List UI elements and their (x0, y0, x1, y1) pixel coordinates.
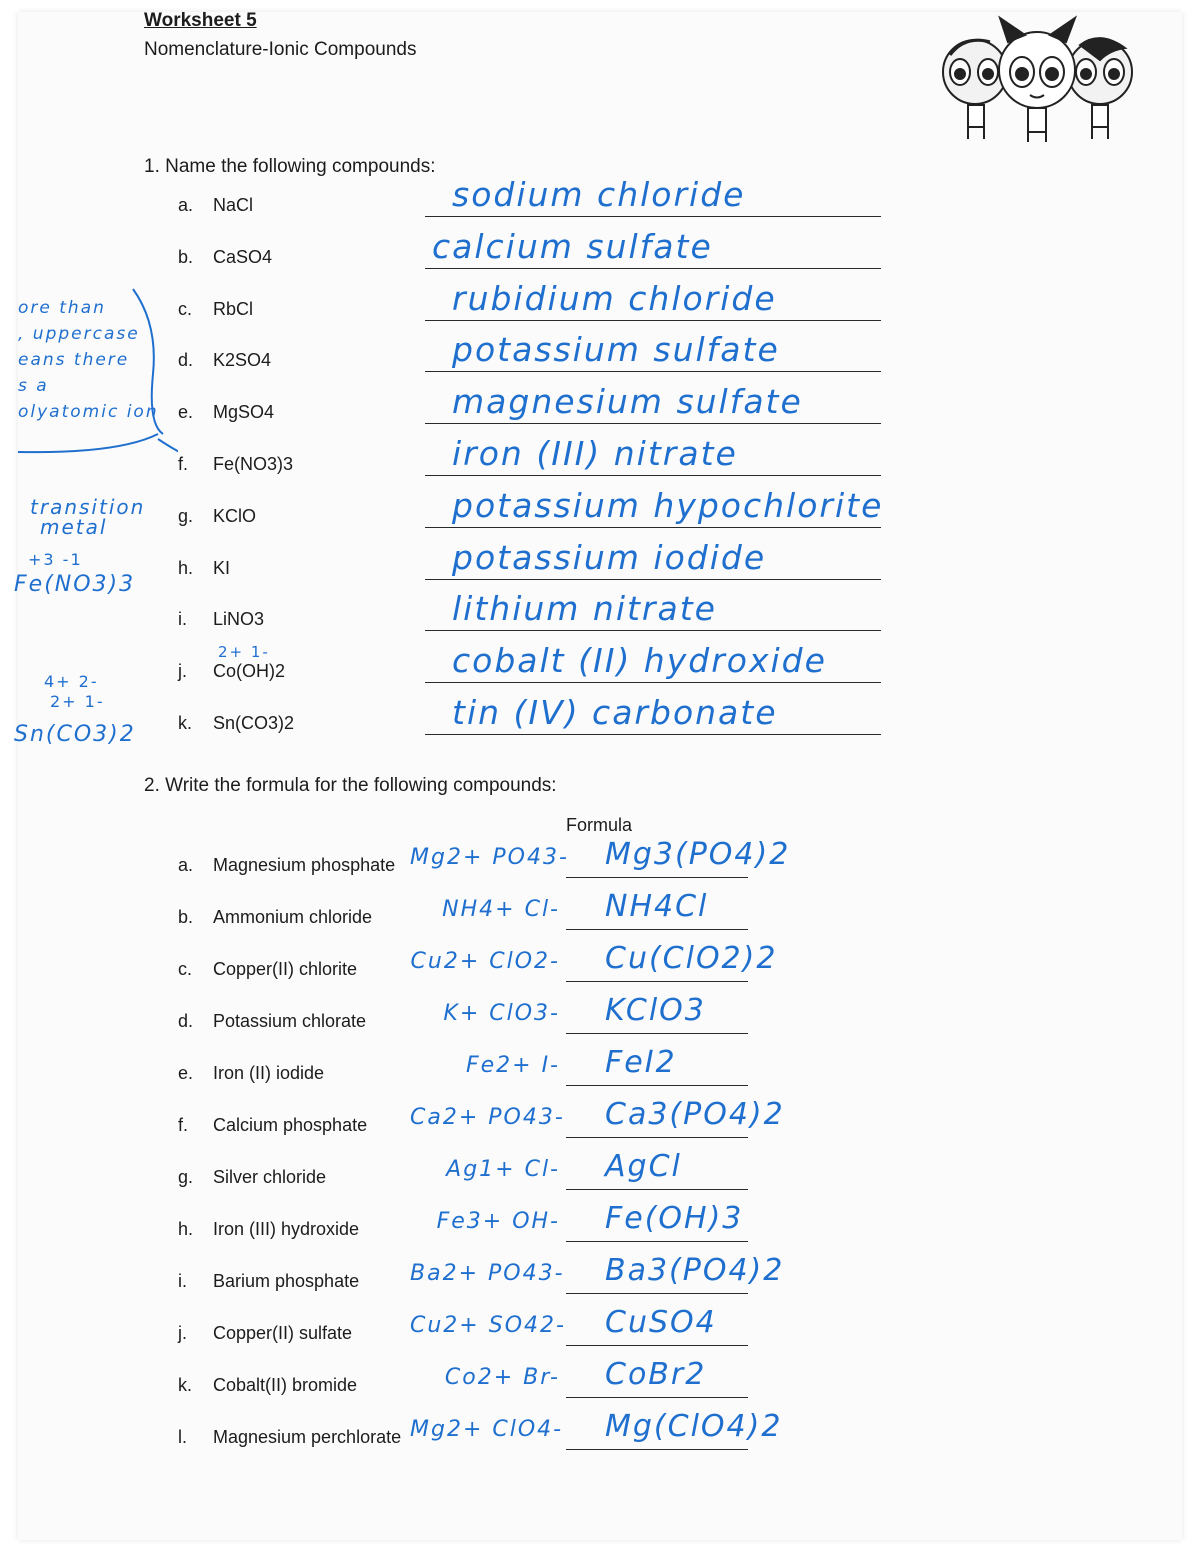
section1-compound: KClO (213, 505, 257, 526)
handwritten-ions: Fe2+ I- (465, 1053, 560, 1078)
answer-line (425, 734, 881, 735)
section2-compound-name: Magnesium perchlorate (213, 1427, 402, 1447)
section1-row-letter: i. (178, 609, 187, 630)
polyatomic-note: ore than , uppercase eans there s a olyatomic ion (18, 298, 159, 422)
answer-line (425, 320, 881, 321)
handwritten-answer: iron (III) nitrate (452, 434, 738, 473)
section1-row-letter: k. (178, 713, 193, 733)
handwritten-formula: Ba3(PO4)2 (605, 1253, 785, 1288)
handwritten-ions: Cu2+ ClO2- (410, 949, 560, 974)
handwritten-answer: lithium nitrate (452, 589, 717, 629)
section1-compound: RbCl (213, 298, 254, 319)
section2-compound-name: Iron (III) hydroxide (213, 1219, 360, 1239)
section1-compound: Fe(NO3)3 (213, 454, 294, 474)
section2-row-letter: d. (178, 1011, 194, 1031)
handwritten-ions: Co2+ Br- (444, 1365, 560, 1390)
handwritten-formula: KClO3 (605, 993, 706, 1028)
page-subtitle: Nomenclature-Ionic Compounds (144, 39, 417, 60)
formula-line (566, 929, 748, 930)
section1-compound: Co(OH)2 (213, 661, 286, 682)
section1-compound: LiNO3 (213, 609, 265, 630)
section2-compound-name: Cobalt(II) bromide (213, 1375, 358, 1395)
section1-row-letter: d. (178, 350, 194, 371)
section1-row-letter: c. (178, 298, 193, 319)
formula-line (566, 1293, 748, 1294)
section2-compound-name: Potassium chlorate (213, 1011, 367, 1031)
handwritten-answer: tin (IV) carbonate (452, 693, 778, 732)
handwritten-formula: AgCl (605, 1149, 682, 1184)
section1-compound: KI (213, 557, 231, 578)
section2-row-letter: f. (178, 1115, 189, 1135)
section2-row-letter: c. (178, 959, 193, 979)
sn-crisscross-work: Sn(CO3)2 (14, 722, 136, 747)
formula-line (566, 1345, 748, 1346)
formula-line (566, 1085, 748, 1086)
section2-compound-name: Copper(II) sulfate (213, 1323, 353, 1343)
section2-row-letter: k. (178, 1375, 193, 1395)
handwritten-formula: Fe(OH)3 (605, 1201, 744, 1236)
formula-line (566, 1241, 748, 1242)
handwritten-ions: NH4+ Cl- (442, 897, 560, 922)
answer-line (425, 630, 881, 631)
section1-row-letter: b. (178, 246, 194, 267)
answer-line (425, 475, 881, 476)
section2-compound-name: Barium phosphate (213, 1271, 360, 1291)
section1-row-letter: g. (178, 505, 194, 526)
handwritten-answer: cobalt (II) hydroxide (452, 641, 827, 681)
answer-line (425, 579, 881, 580)
handwritten-formula: Cu(ClO2)2 (605, 941, 778, 976)
section1-heading: 1. Name the following compounds: (144, 156, 436, 177)
handwritten-ions: Mg2+ ClO4- (410, 1417, 564, 1442)
section2-compound-name: Silver chloride (213, 1167, 327, 1187)
powerpuff-girls-logo (930, 10, 1145, 145)
section1-row-letter: e. (178, 402, 194, 423)
handwritten-formula: CuSO4 (605, 1305, 717, 1340)
handwritten-answer: potassium hypochlorite (452, 485, 884, 525)
section1-compound: K2SO4 (213, 350, 272, 371)
handwritten-answer: calcium sulfate (432, 226, 713, 266)
formula-line (566, 1033, 748, 1034)
section1-row-letter: h. (178, 557, 194, 578)
section2-row-letter: i. (178, 1271, 187, 1291)
handwritten-ions: Mg2+ PO43- (410, 845, 569, 870)
handwritten-ions: Cu2+ SO42- (410, 1313, 566, 1338)
handwritten-formula: Ca3(PO4)2 (605, 1097, 785, 1132)
section1-compound: CaSO4 (213, 246, 273, 267)
formula-line (566, 1189, 748, 1190)
sn-charge-bottom: 2+ 1- (50, 692, 105, 711)
handwritten-formula: Mg(ClO4)2 (605, 1409, 783, 1444)
section1-compound: MgSO4 (213, 402, 275, 423)
handwritten-answer: magnesium sulfate (452, 382, 803, 422)
formula-line (566, 1397, 748, 1398)
fe-crisscross-work: Fe(NO3)3 (14, 572, 136, 597)
answer-line (425, 268, 881, 269)
handwritten-answer: potassium sulfate (452, 330, 780, 370)
sn-charge-top: 4+ 2- (44, 672, 99, 691)
handwritten-answer: sodium chloride (452, 175, 746, 214)
page-title: Worksheet 5 (144, 10, 257, 31)
section1-compound: NaCl (213, 195, 254, 215)
formula-line (566, 1137, 748, 1138)
section2-compound-name: Copper(II) chlorite (213, 959, 358, 979)
section2-compound-name: Magnesium phosphate (213, 855, 396, 875)
handwritten-formula: NH4Cl (605, 889, 709, 924)
section2-row-letter: l. (178, 1427, 187, 1447)
transition-metal-note: transition metal (30, 495, 146, 539)
section1-row-letter: f. (178, 454, 189, 474)
answer-line (425, 527, 881, 528)
handwritten-ions: Fe3+ OH- (436, 1209, 560, 1234)
section2-compound-name: Calcium phosphate (213, 1115, 368, 1135)
section2-row-letter: j. (178, 1323, 187, 1343)
handwritten-answer: potassium iodide (452, 537, 767, 577)
formula-column-label: Formula (566, 815, 633, 835)
section2-compound-name: Ammonium chloride (213, 907, 373, 927)
section2-row-letter: a. (178, 855, 194, 875)
handwritten-formula: Mg3(PO4)2 (605, 837, 791, 872)
section2-row-letter: g. (178, 1167, 194, 1187)
section1-compound: Sn(CO3)2 (213, 713, 295, 733)
section2-row-letter: b. (178, 907, 194, 927)
answer-line (425, 682, 881, 683)
formula-line (566, 1449, 748, 1450)
handwritten-ions: Ag1+ Cl- (446, 1157, 560, 1182)
handwritten-answer: rubidium chloride (452, 278, 777, 318)
handwritten-ions: K+ ClO3- (443, 1001, 560, 1026)
handwritten-ions: Ba2+ PO43- (410, 1261, 565, 1286)
handwritten-formula: FeI2 (605, 1045, 677, 1080)
formula-line (566, 981, 748, 982)
section2-compound-name: Iron (II) iodide (213, 1063, 325, 1083)
formula-line (566, 877, 748, 878)
section1-row-letter: a. (178, 195, 194, 215)
co-charge-work: 2+ 1- (218, 643, 270, 661)
answer-line (425, 423, 881, 424)
section1-row-letter: j. (178, 661, 187, 682)
handwritten-formula: CoBr2 (605, 1357, 707, 1392)
section2-row-letter: e. (178, 1063, 194, 1083)
section2-row-letter: h. (178, 1219, 194, 1239)
handwritten-ions: Ca2+ PO43- (410, 1105, 565, 1130)
answer-line (425, 216, 881, 217)
section2-heading: 2. Write the formula for the following compounds: (144, 775, 557, 796)
fe-charge-work: +3 -1 (28, 550, 83, 569)
answer-line (425, 371, 881, 372)
